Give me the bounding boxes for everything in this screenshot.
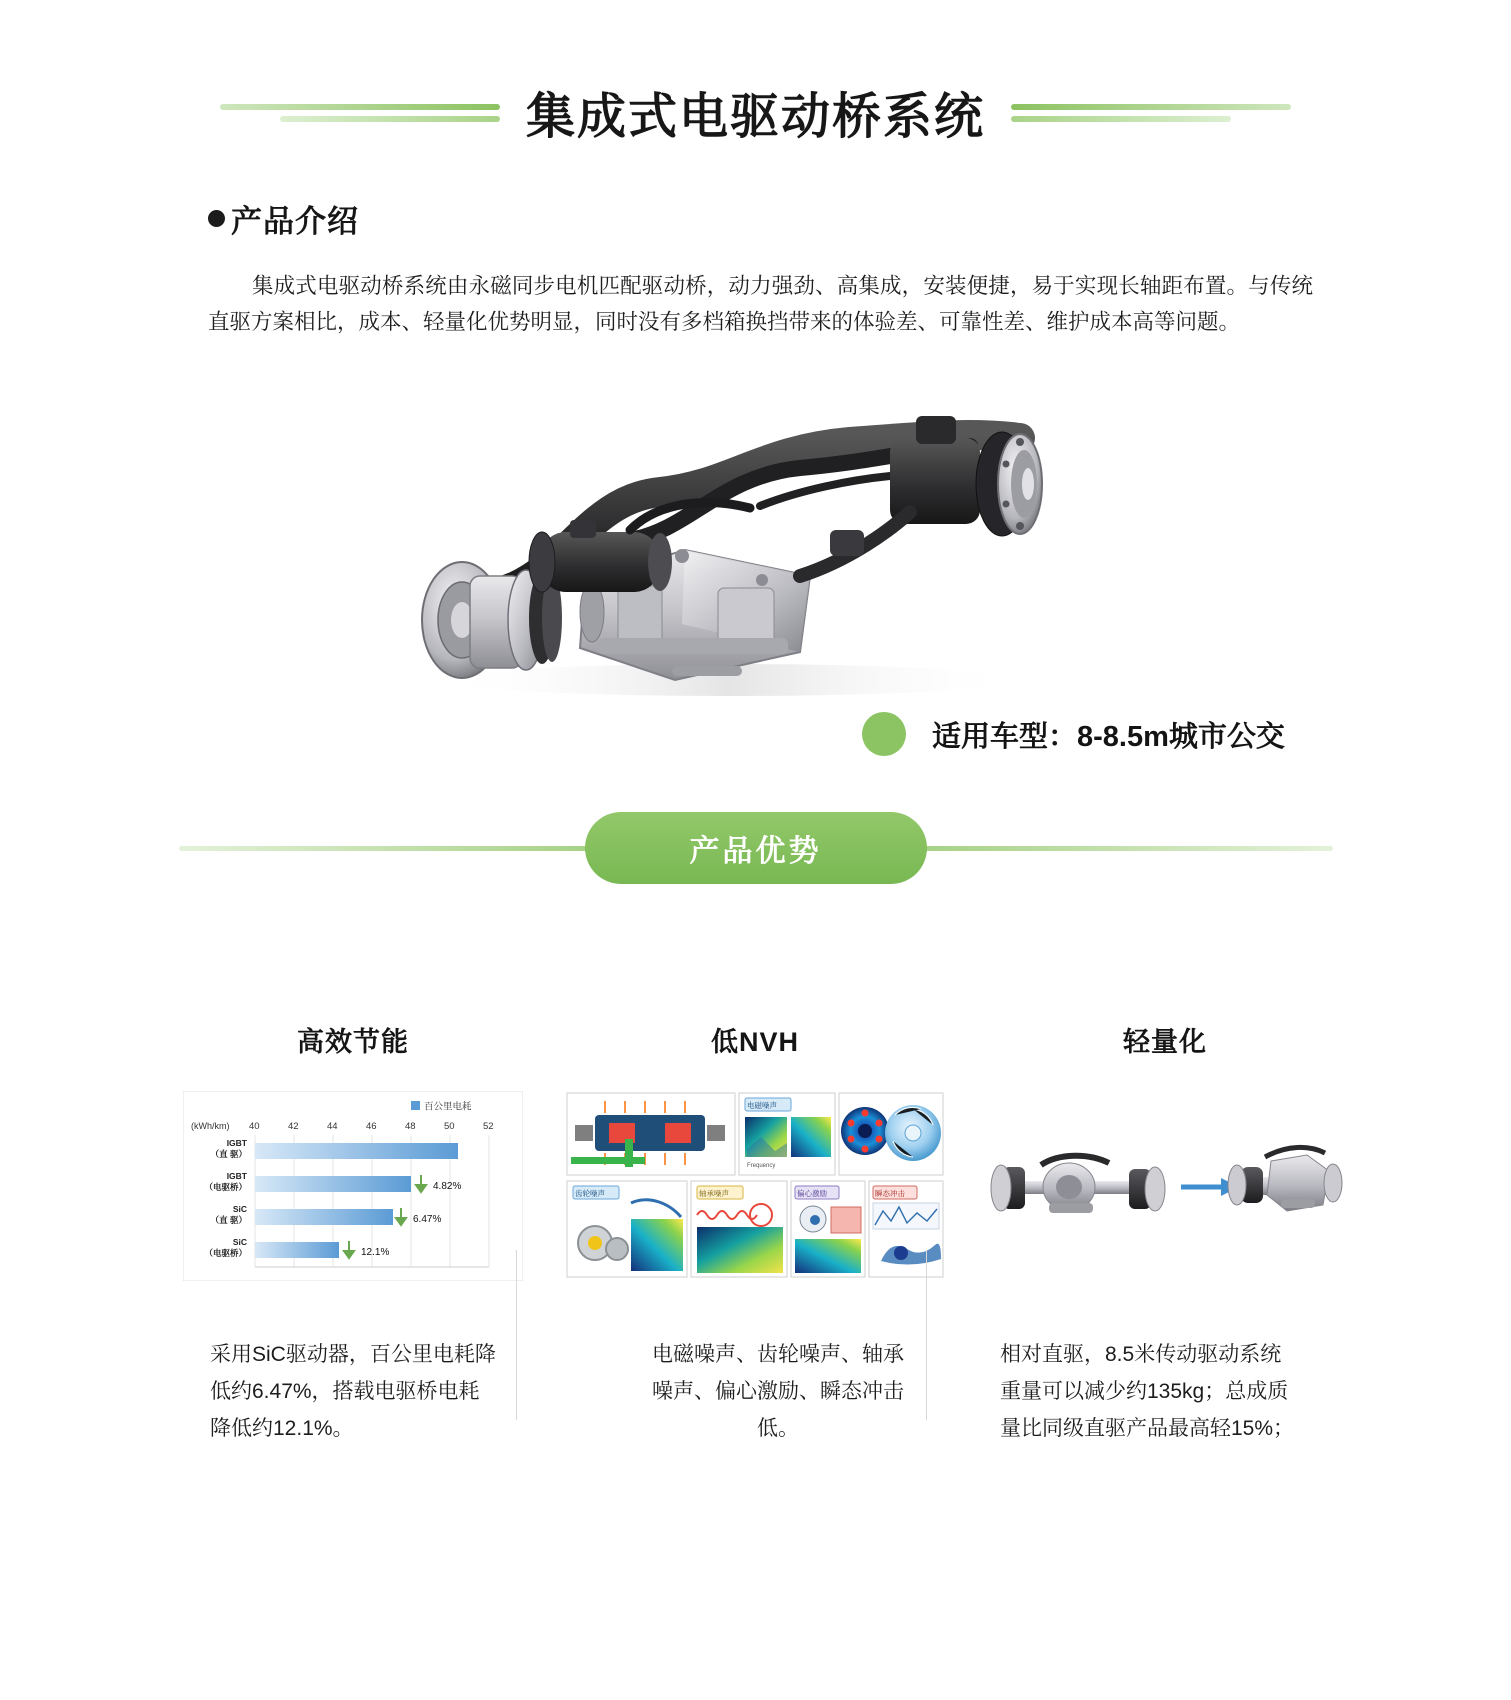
svg-text:瞬态冲击: 瞬态冲击 [875, 1189, 905, 1198]
energy-consumption-bar-chart [178, 1091, 528, 1281]
svg-text:48: 48 [405, 1121, 416, 1132]
product-intro-paragraph: 集成式电驱动桥系统由永磁同步电机匹配驱动桥，动力强劲、高集成，安装便捷，易于实现长轴距布置。与传统直驱方案相比，成本、轻量化优势明显，同时没有多档箱换挡带来的体验差、可靠性差、维护成本高等问题。 [208, 274, 1313, 334]
svg-text:SiC: SiC [232, 1237, 247, 1247]
advantages-banner-label: 产品优势 [585, 812, 927, 884]
svg-text:44: 44 [327, 1121, 338, 1132]
svg-text:52: 52 [483, 1121, 494, 1132]
svg-text:Frequency: Frequency [747, 1163, 776, 1169]
svg-text:IGBT: IGBT [226, 1171, 247, 1181]
svg-text:齿轮噪声: 齿轮噪声 [575, 1189, 605, 1198]
svg-text:IGBT: IGBT [226, 1138, 247, 1148]
applicable-model-label: 适用车型：8-8.5m城市公交 [932, 720, 1285, 753]
advantage-text-3: 相对直驱，8.5米传动驱动系统重量可以减少约135kg；总成质量比同级直驱产品最高轻15%； [1000, 1343, 1295, 1440]
section-heading-product-intro [208, 196, 359, 241]
bullet-dot-icon [208, 210, 225, 227]
svg-text:46: 46 [366, 1121, 377, 1132]
advantage-title-1: 高效节能 [297, 1027, 409, 1057]
svg-text:电磁噪声: 电磁噪声 [747, 1101, 777, 1110]
column-divider-2 [926, 1250, 927, 1420]
advantages-banner [0, 812, 1511, 884]
svg-text:（直 驱）: （直 驱） [210, 1149, 247, 1159]
product-photo [330, 380, 1150, 710]
column-divider-1 [516, 1250, 517, 1420]
svg-text:偏心激励: 偏心激励 [797, 1189, 827, 1198]
svg-text:轴承噪声: 轴承噪声 [699, 1189, 729, 1198]
banner-rule-right [921, 846, 1333, 851]
svg-text:42: 42 [288, 1121, 299, 1132]
svg-text:40: 40 [249, 1121, 260, 1132]
svg-text:（电驱桥）: （电驱桥） [204, 1248, 247, 1258]
svg-text:6.47%: 6.47% [413, 1214, 442, 1225]
svg-text:(kWh/km): (kWh/km) [191, 1121, 230, 1131]
advantage-title-2: 低NVH [710, 1027, 799, 1057]
banner-rule-left [179, 846, 591, 851]
title-rule-right [1011, 102, 1291, 124]
title-rule-left [220, 102, 500, 124]
advantage-text-1: 采用SiC驱动器，百公里电耗降低约6.47%，搭载电驱桥电耗降低约12.1%。 [210, 1343, 496, 1440]
advantage-column-efficiency [178, 1020, 528, 1281]
svg-text:SiC: SiC [232, 1204, 247, 1214]
svg-text:12.1%: 12.1% [361, 1247, 390, 1258]
page-title: 集成式电驱动桥系统 [525, 88, 985, 145]
section-heading-label: 产品介绍 [231, 204, 359, 239]
svg-text:（电驱桥）: （电驱桥） [204, 1182, 247, 1192]
svg-text:4.82%: 4.82% [433, 1181, 462, 1192]
svg-text:（直 驱）: （直 驱） [210, 1215, 247, 1225]
page-title-banner [0, 68, 1511, 158]
nvh-analysis-figure [560, 1091, 950, 1281]
green-dot-icon [862, 712, 906, 756]
advantage-column-nvh [560, 1020, 950, 1281]
advantage-column-lightweight [980, 1020, 1350, 1281]
advantage-text-2: 电磁噪声、齿轮噪声、轴承噪声、偏心激励、瞬态冲击低。 [652, 1343, 904, 1440]
advantage-title-3: 轻量化 [1123, 1027, 1207, 1057]
svg-text:50: 50 [444, 1121, 455, 1132]
lightweight-comparison-figure [980, 1091, 1350, 1281]
svg-text:百公里电耗: 百公里电耗 [424, 1101, 472, 1113]
applicable-model-row [862, 712, 1285, 756]
